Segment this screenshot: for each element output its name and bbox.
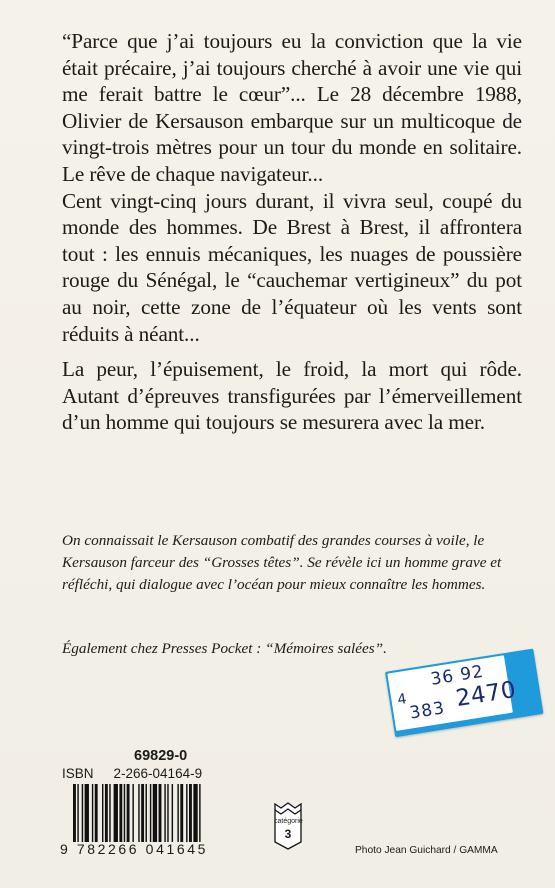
price-sticker bbox=[385, 649, 543, 738]
category-label: catégorie bbox=[274, 818, 303, 825]
italic-blurb bbox=[62, 530, 524, 596]
blurb-paragraph-2: Cent vingt-cinq jours durant, il vivra seul, coupé du monde des hommes. De Brest à Brest, il affrontera tout : les ennuis mécaniques, les nuages de poussière rouge du Sénégal, le “cauchemar vertigineux” du pot au noir, cette zone de l’équateur où les vents sont réduits à néant... bbox=[62, 188, 522, 346]
also-available-note: Également chez Presses Pocket : “Mémoires salées”. bbox=[62, 640, 387, 657]
price-sticker-label bbox=[387, 655, 518, 731]
photo-credit: Photo Jean Guichard / GAMMA bbox=[355, 845, 498, 856]
sticker-code-c: 383 bbox=[408, 698, 447, 724]
category-shield-icon bbox=[274, 802, 302, 850]
barcode bbox=[73, 784, 243, 842]
blurb-text bbox=[62, 28, 522, 436]
barcode-digits: 9 782266 041645 bbox=[60, 841, 208, 857]
blurb-paragraph-1: “Parce que j’ai toujours eu la conviction que la vie était précaire, j’ai toujours cherché à avoir une vie qui me ferait battre le cœur”... Le 28 décembre 1988, Olivier de Kersauson embarque sur un multicoque de vingt-trois mètres pour un tour du monde en solitaire. Le rêve de chaque navigateur... bbox=[62, 29, 522, 186]
italic-paragraph: On connaissait le Kersauson combatif des grandes courses à voile, le Kersauson farceur des “Grosses têtes”. Se révèle ici un homme grave et réfléchi, qui dialogue avec l’océan pour mieux connaître les hommes. bbox=[62, 532, 502, 593]
blurb-paragraph-3: La peur, l’épuisement, le froid, la mort qui rôde. Autant d’épreuves transfigurées par l’émerveillement d’un homme qui toujours se mesurera avec la mer. bbox=[62, 357, 522, 435]
sticker-price: 2470 bbox=[454, 676, 518, 713]
isbn-line bbox=[62, 766, 202, 781]
category-badge bbox=[274, 802, 302, 850]
category-number: 3 bbox=[284, 827, 292, 841]
catalog-code: 69829-0 bbox=[134, 748, 188, 764]
isbn-number: 2-266-04164-9 bbox=[113, 766, 203, 781]
isbn-label: ISBN bbox=[62, 766, 94, 781]
sticker-code-a: 4 bbox=[396, 691, 408, 709]
sticker-code-b: 36 92 bbox=[429, 661, 486, 690]
